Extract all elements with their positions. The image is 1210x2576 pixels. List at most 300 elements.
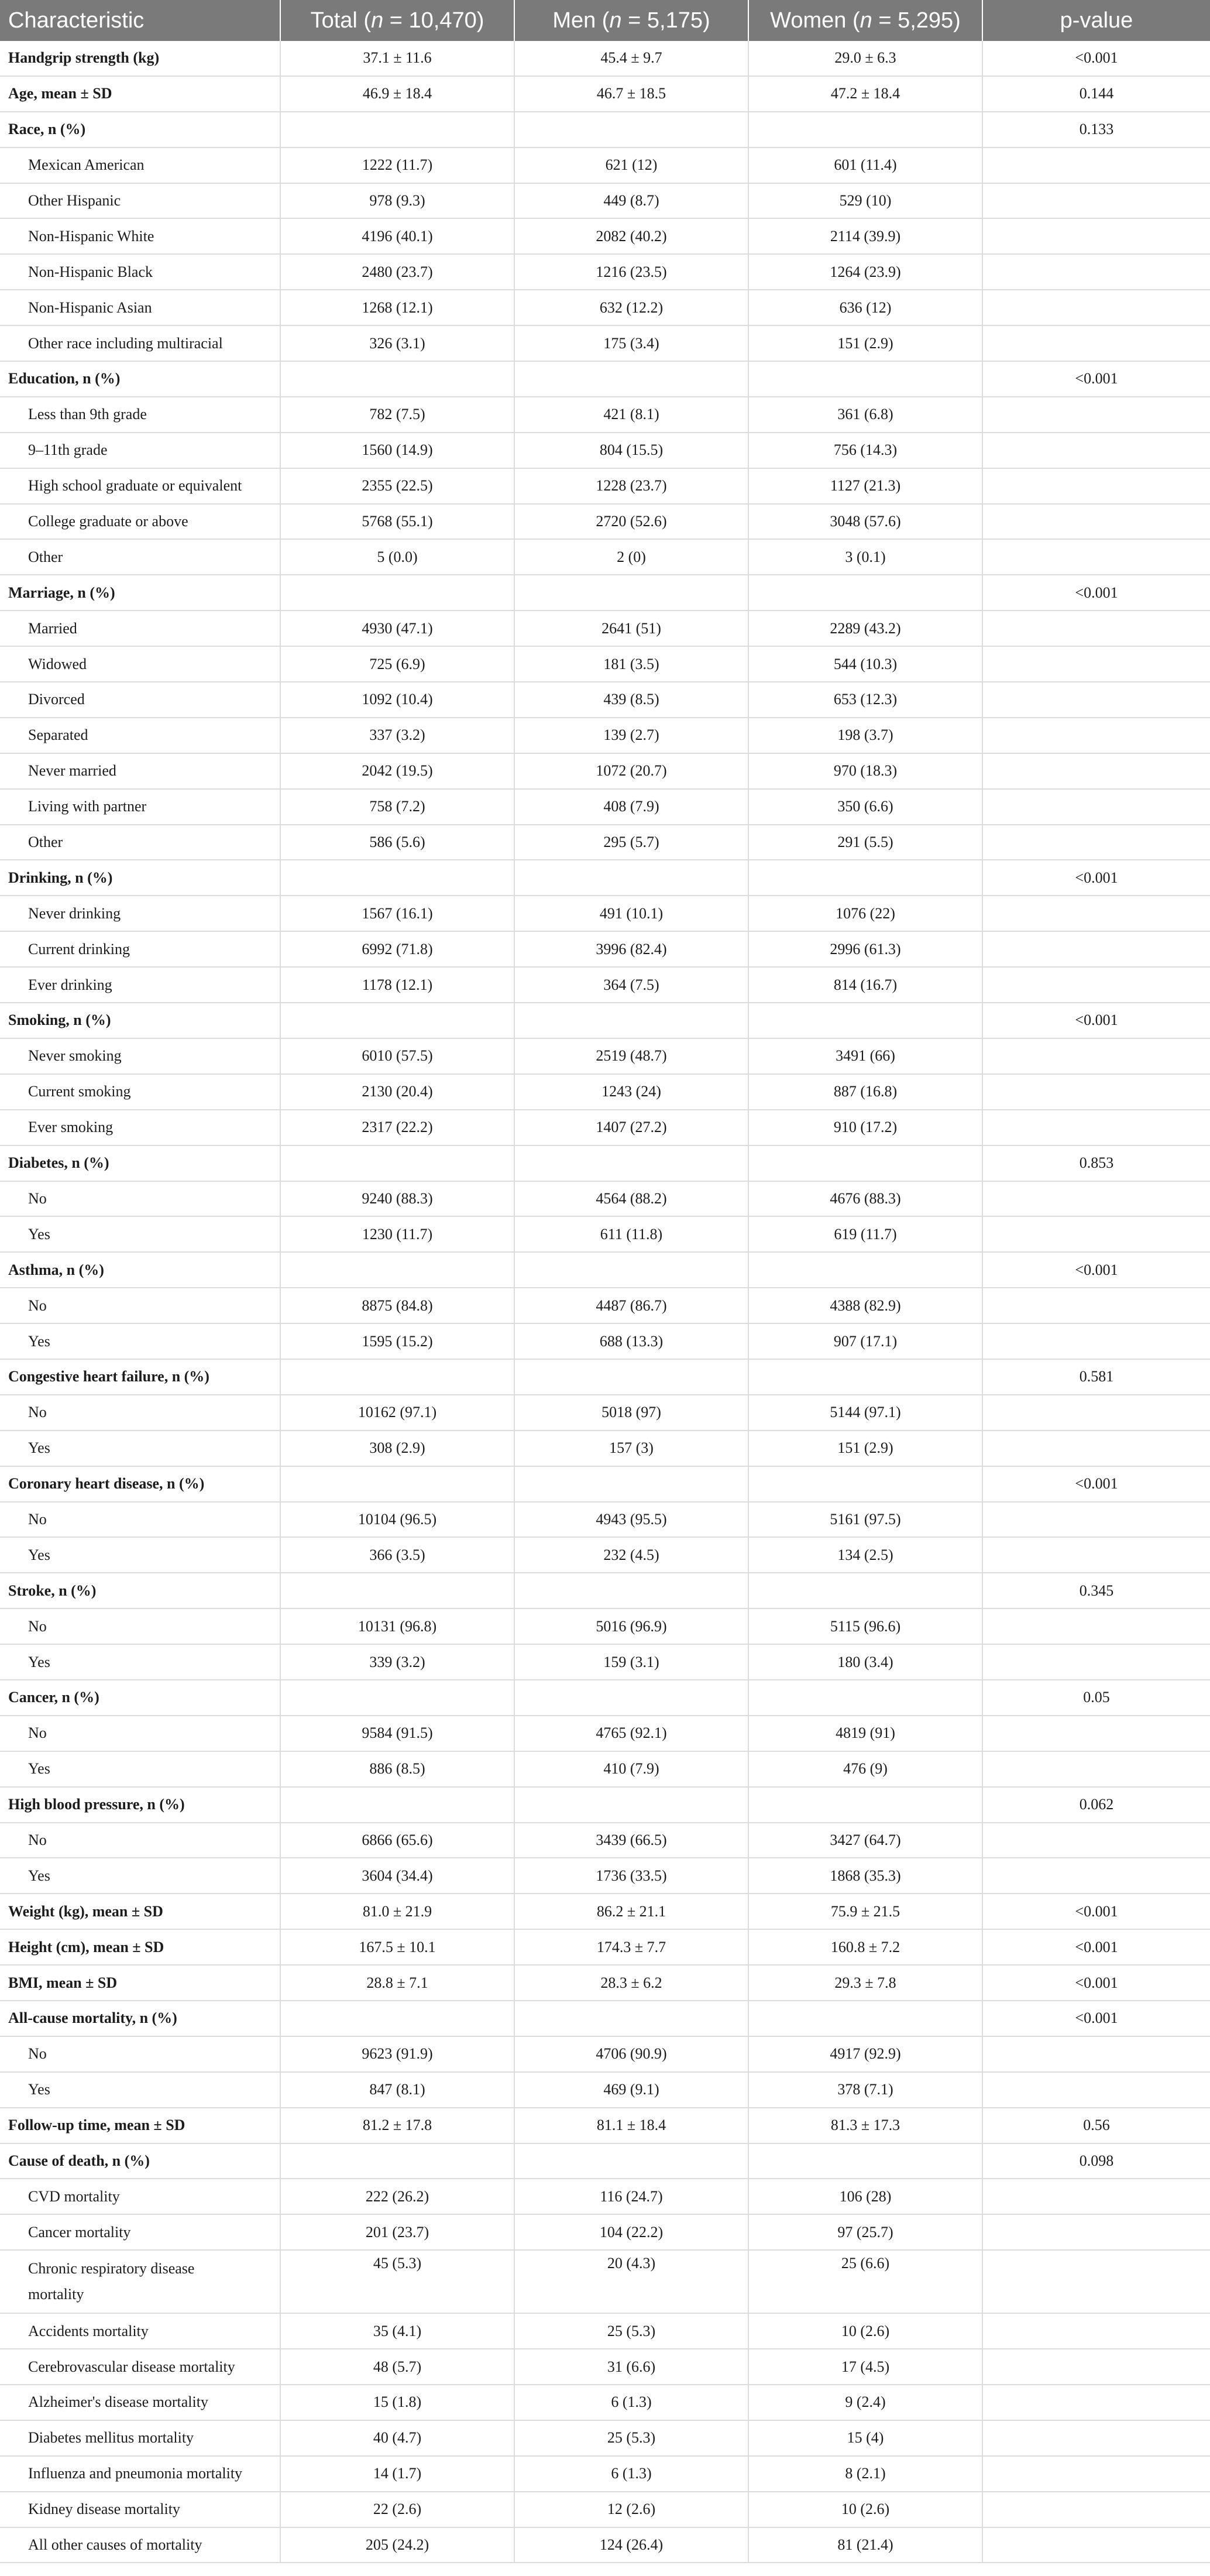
cell-characteristic: Never married	[0, 753, 280, 789]
cell-characteristic: Yes	[0, 1537, 280, 1573]
cell-women: 5161 (97.5)	[748, 1502, 982, 1538]
cell-total	[280, 361, 514, 397]
cell-characteristic: No	[0, 1288, 280, 1323]
cell-men: 31 (6.6)	[514, 2349, 748, 2385]
table-row	[0, 2420, 1210, 2456]
cell-total: 1092 (10.4)	[280, 682, 514, 718]
table-row	[0, 504, 1210, 540]
cell-total: 2042 (19.5)	[280, 753, 514, 789]
cell-women	[748, 860, 982, 896]
col-header-characteristic: Characteristic	[0, 0, 280, 41]
cell-p-value: 0.144	[982, 76, 1210, 112]
cell-p-value	[982, 468, 1210, 504]
cell-men: 157 (3)	[514, 1431, 748, 1466]
cell-women: 15 (4)	[748, 2420, 982, 2456]
cell-men: 621 (12)	[514, 148, 748, 183]
cell-total	[280, 1359, 514, 1395]
cell-p-value	[982, 2527, 1210, 2563]
cell-women: 10 (2.6)	[748, 2492, 982, 2527]
cell-characteristic: Age, mean ± SD	[0, 76, 280, 112]
cell-characteristic: Ever smoking	[0, 1110, 280, 1145]
table-row	[0, 1716, 1210, 1751]
table-row	[0, 1858, 1210, 1894]
cell-p-value	[982, 1216, 1210, 1252]
cell-p-value	[982, 610, 1210, 646]
table-row	[0, 325, 1210, 361]
cell-characteristic: No	[0, 1395, 280, 1431]
table-row	[0, 2313, 1210, 2349]
cell-p-value	[982, 2214, 1210, 2250]
cell-p-value: <0.001	[982, 1003, 1210, 1038]
cell-characteristic: Influenza and pneumonia mortality	[0, 2456, 280, 2492]
cell-characteristic: Chronic respiratory disease mortality	[0, 2250, 280, 2313]
cell-men: 421 (8.1)	[514, 397, 748, 433]
cell-women: 3048 (57.6)	[748, 504, 982, 540]
cell-men: 46.7 ± 18.5	[514, 76, 748, 112]
cell-p-value: <0.001	[982, 1466, 1210, 1502]
table-row	[0, 1074, 1210, 1110]
table-body	[0, 41, 1210, 2563]
cell-characteristic: No	[0, 1823, 280, 1858]
cell-women: 1868 (35.3)	[748, 1858, 982, 1894]
cell-characteristic: Yes	[0, 1644, 280, 1680]
cell-men: 4765 (92.1)	[514, 1716, 748, 1751]
table-row	[0, 896, 1210, 931]
cell-p-value	[982, 1110, 1210, 1145]
cell-women: 160.8 ± 7.2	[748, 1929, 982, 1965]
cell-characteristic: Widowed	[0, 646, 280, 682]
cell-men: 4564 (88.2)	[514, 1181, 748, 1217]
cell-women: 970 (18.3)	[748, 753, 982, 789]
cell-p-value	[982, 183, 1210, 219]
cell-men: 295 (5.7)	[514, 825, 748, 860]
cell-total	[280, 1466, 514, 1502]
cell-men	[514, 1573, 748, 1608]
cell-men: 12 (2.6)	[514, 2492, 748, 2527]
cell-p-value	[982, 218, 1210, 254]
cell-total: 6866 (65.6)	[280, 1823, 514, 1858]
cell-women: 97 (25.7)	[748, 2214, 982, 2250]
table-row	[0, 1573, 1210, 1608]
cell-characteristic: Non-Hispanic Black	[0, 254, 280, 290]
cell-men	[514, 2143, 748, 2179]
cell-men: 1228 (23.7)	[514, 468, 748, 504]
cell-p-value	[982, 931, 1210, 967]
cell-men: 2641 (51)	[514, 610, 748, 646]
cell-women: 4819 (91)	[748, 1716, 982, 1751]
cell-men: 181 (3.5)	[514, 646, 748, 682]
col-header-women: Women (n = 5,295)	[748, 0, 982, 41]
cell-total	[280, 1787, 514, 1823]
cell-men: 1216 (23.5)	[514, 254, 748, 290]
cell-men: 2082 (40.2)	[514, 218, 748, 254]
cell-women: 4676 (88.3)	[748, 1181, 982, 1217]
cell-p-value: <0.001	[982, 575, 1210, 610]
cell-characteristic: Cancer, n (%)	[0, 1680, 280, 1716]
cell-total	[280, 1003, 514, 1038]
cell-p-value: <0.001	[982, 2001, 1210, 2036]
cell-characteristic: Follow-up time, mean ± SD	[0, 2108, 280, 2143]
cell-total	[280, 1145, 514, 1181]
cell-men: 1243 (24)	[514, 1074, 748, 1110]
table-row	[0, 397, 1210, 433]
cell-total: 782 (7.5)	[280, 397, 514, 433]
cell-characteristic: Yes	[0, 1431, 280, 1466]
cell-characteristic: Mexican American	[0, 148, 280, 183]
cell-men: 688 (13.3)	[514, 1323, 748, 1359]
cell-total: 2355 (22.5)	[280, 468, 514, 504]
cell-p-value	[982, 2036, 1210, 2072]
table-row	[0, 254, 1210, 290]
cell-total: 1268 (12.1)	[280, 290, 514, 325]
cell-total: 1595 (15.2)	[280, 1323, 514, 1359]
cell-men: 139 (2.7)	[514, 718, 748, 753]
table-row	[0, 2108, 1210, 2143]
col-header-total: Total (n = 10,470)	[280, 0, 514, 41]
table-row	[0, 575, 1210, 610]
cell-characteristic: CVD mortality	[0, 2179, 280, 2214]
cell-men	[514, 1359, 748, 1395]
table-row	[0, 1288, 1210, 1323]
cell-p-value	[982, 2385, 1210, 2420]
cell-total: 978 (9.3)	[280, 183, 514, 219]
cell-men: 469 (9.1)	[514, 2072, 748, 2108]
cell-total: 15 (1.8)	[280, 2385, 514, 2420]
cell-p-value	[982, 1323, 1210, 1359]
cell-men: 86.2 ± 21.1	[514, 1894, 748, 1929]
cell-p-value	[982, 1288, 1210, 1323]
cell-characteristic: Marriage, n (%)	[0, 575, 280, 610]
table-row	[0, 183, 1210, 219]
table-row	[0, 753, 1210, 789]
table-row	[0, 1038, 1210, 1074]
cell-characteristic: Weight (kg), mean ± SD	[0, 1894, 280, 1929]
cell-total: 167.5 ± 10.1	[280, 1929, 514, 1965]
cell-women: 180 (3.4)	[748, 1644, 982, 1680]
cell-men: 28.3 ± 6.2	[514, 1965, 748, 2001]
cell-total	[280, 2143, 514, 2179]
cell-p-value: 0.062	[982, 1787, 1210, 1823]
cell-women: 3427 (64.7)	[748, 1823, 982, 1858]
cell-women	[748, 1359, 982, 1395]
cell-men: 104 (22.2)	[514, 2214, 748, 2250]
cell-total: 10162 (97.1)	[280, 1395, 514, 1431]
cell-characteristic: Other	[0, 539, 280, 575]
table-row	[0, 2385, 1210, 2420]
cell-women: 29.0 ± 6.3	[748, 41, 982, 76]
cell-total: 5 (0.0)	[280, 539, 514, 575]
cell-characteristic: Kidney disease mortality	[0, 2492, 280, 2527]
cell-women: 151 (2.9)	[748, 1431, 982, 1466]
cell-total: 9584 (91.5)	[280, 1716, 514, 1751]
cell-characteristic: Current drinking	[0, 931, 280, 967]
cell-p-value: 0.56	[982, 2108, 1210, 2143]
cell-p-value: <0.001	[982, 860, 1210, 896]
table-row	[0, 718, 1210, 753]
cell-characteristic: Congestive heart failure, n (%)	[0, 1359, 280, 1395]
cell-men: 124 (26.4)	[514, 2527, 748, 2563]
cell-women: 10 (2.6)	[748, 2313, 982, 2349]
cell-characteristic: High school graduate or equivalent	[0, 468, 280, 504]
cell-women: 8 (2.1)	[748, 2456, 982, 2492]
cell-men: 632 (12.2)	[514, 290, 748, 325]
cell-total: 308 (2.9)	[280, 1431, 514, 1466]
cell-p-value: 0.098	[982, 2143, 1210, 2179]
cell-p-value	[982, 2349, 1210, 2385]
cell-total: 9240 (88.3)	[280, 1181, 514, 1217]
cell-characteristic: Smoking, n (%)	[0, 1003, 280, 1038]
table-row	[0, 1644, 1210, 1680]
cell-characteristic: College graduate or above	[0, 504, 280, 540]
cell-total: 14 (1.7)	[280, 2456, 514, 2492]
cell-p-value	[982, 1074, 1210, 1110]
cell-women: 636 (12)	[748, 290, 982, 325]
cell-p-value	[982, 718, 1210, 753]
cell-characteristic: Asthma, n (%)	[0, 1252, 280, 1288]
cell-characteristic: Other race including multiracial	[0, 325, 280, 361]
cell-p-value	[982, 2456, 1210, 2492]
table-row	[0, 148, 1210, 183]
cell-p-value: <0.001	[982, 1894, 1210, 1929]
cell-characteristic: Yes	[0, 1216, 280, 1252]
table-row	[0, 1110, 1210, 1145]
cell-women: 2996 (61.3)	[748, 931, 982, 967]
cell-men	[514, 1466, 748, 1502]
cell-men: 439 (8.5)	[514, 682, 748, 718]
cell-p-value: <0.001	[982, 1252, 1210, 1288]
table-row	[0, 2456, 1210, 2492]
cell-total	[280, 575, 514, 610]
cell-men: 408 (7.9)	[514, 789, 748, 825]
cell-p-value	[982, 1716, 1210, 1751]
cell-men: 804 (15.5)	[514, 433, 748, 468]
table-row	[0, 1787, 1210, 1823]
cell-women: 198 (3.7)	[748, 718, 982, 753]
table-row	[0, 2492, 1210, 2527]
cell-women	[748, 1466, 982, 1502]
cell-p-value: <0.001	[982, 361, 1210, 397]
cell-men: 611 (11.8)	[514, 1216, 748, 1252]
cell-p-value	[982, 1431, 1210, 1466]
table-row	[0, 682, 1210, 718]
cell-characteristic: Other	[0, 825, 280, 860]
table-row	[0, 610, 1210, 646]
cell-women: 1076 (22)	[748, 896, 982, 931]
cell-p-value: 0.05	[982, 1680, 1210, 1716]
cell-characteristic: Drinking, n (%)	[0, 860, 280, 896]
cell-p-value: 0.345	[982, 1573, 1210, 1608]
cell-characteristic: Stroke, n (%)	[0, 1573, 280, 1608]
table-row	[0, 468, 1210, 504]
cell-p-value	[982, 967, 1210, 1003]
table-row	[0, 1395, 1210, 1431]
cell-men: 1407 (27.2)	[514, 1110, 748, 1145]
table-row	[0, 1252, 1210, 1288]
cell-characteristic: Cancer mortality	[0, 2214, 280, 2250]
cell-p-value	[982, 1181, 1210, 1217]
cell-women: 544 (10.3)	[748, 646, 982, 682]
cell-characteristic: No	[0, 1502, 280, 1538]
table-row	[0, 1680, 1210, 1716]
cell-women: 887 (16.8)	[748, 1074, 982, 1110]
cell-men: 410 (7.9)	[514, 1751, 748, 1787]
cell-total: 9623 (91.9)	[280, 2036, 514, 2072]
cell-men: 2519 (48.7)	[514, 1038, 748, 1074]
cell-p-value	[982, 1751, 1210, 1787]
cell-men	[514, 1145, 748, 1181]
cell-characteristic: Yes	[0, 1751, 280, 1787]
cell-women: 529 (10)	[748, 183, 982, 219]
cell-women: 25 (6.6)	[748, 2250, 982, 2313]
cell-men: 3439 (66.5)	[514, 1823, 748, 1858]
table-row	[0, 931, 1210, 967]
cell-women: 1264 (23.9)	[748, 254, 982, 290]
cell-p-value: 0.853	[982, 1145, 1210, 1181]
cell-women: 361 (6.8)	[748, 397, 982, 433]
cell-characteristic: BMI, mean ± SD	[0, 1965, 280, 2001]
cell-characteristic: High blood pressure, n (%)	[0, 1787, 280, 1823]
cell-total: 10131 (96.8)	[280, 1608, 514, 1644]
cell-men: 25 (5.3)	[514, 2313, 748, 2349]
cell-p-value	[982, 325, 1210, 361]
table-row	[0, 1823, 1210, 1858]
cell-p-value	[982, 2072, 1210, 2108]
cell-women: 29.3 ± 7.8	[748, 1965, 982, 2001]
cell-total: 2480 (23.7)	[280, 254, 514, 290]
cell-characteristic: No	[0, 1608, 280, 1644]
cell-characteristic: Non-Hispanic Asian	[0, 290, 280, 325]
cell-men: 4943 (95.5)	[514, 1502, 748, 1538]
cell-characteristic: Less than 9th grade	[0, 397, 280, 433]
table-row	[0, 1359, 1210, 1395]
cell-men	[514, 1680, 748, 1716]
cell-p-value	[982, 539, 1210, 575]
col-header-men: Men (n = 5,175)	[514, 0, 748, 41]
cell-men: 25 (5.3)	[514, 2420, 748, 2456]
cell-men: 81.1 ± 18.4	[514, 2108, 748, 2143]
cell-characteristic: Married	[0, 610, 280, 646]
table-row	[0, 1431, 1210, 1466]
cell-total: 5768 (55.1)	[280, 504, 514, 540]
cell-women: 5144 (97.1)	[748, 1395, 982, 1431]
table-row	[0, 1145, 1210, 1181]
cell-men	[514, 575, 748, 610]
cell-p-value	[982, 148, 1210, 183]
cell-women	[748, 361, 982, 397]
cell-men	[514, 112, 748, 148]
cell-p-value: <0.001	[982, 41, 1210, 76]
cell-total: 40 (4.7)	[280, 2420, 514, 2456]
table-row	[0, 1181, 1210, 1217]
cell-characteristic: Other Hispanic	[0, 183, 280, 219]
table-row	[0, 825, 1210, 860]
table-row	[0, 1894, 1210, 1929]
cell-characteristic: Diabetes, n (%)	[0, 1145, 280, 1181]
cell-total: 1178 (12.1)	[280, 967, 514, 1003]
cell-total: 48 (5.7)	[280, 2349, 514, 2385]
cell-characteristic: Living with partner	[0, 789, 280, 825]
cell-p-value	[982, 1858, 1210, 1894]
cell-men: 5016 (96.9)	[514, 1608, 748, 1644]
cell-p-value	[982, 254, 1210, 290]
cell-total: 35 (4.1)	[280, 2313, 514, 2349]
cell-total	[280, 1680, 514, 1716]
cell-characteristic: No	[0, 2036, 280, 2072]
cell-total: 28.8 ± 7.1	[280, 1965, 514, 2001]
table-row	[0, 860, 1210, 896]
cell-total: 3604 (34.4)	[280, 1858, 514, 1894]
cell-total: 4196 (40.1)	[280, 218, 514, 254]
cell-p-value: 0.133	[982, 112, 1210, 148]
cell-total: 46.9 ± 18.4	[280, 76, 514, 112]
cell-p-value	[982, 504, 1210, 540]
cell-total	[280, 112, 514, 148]
cell-women: 814 (16.7)	[748, 967, 982, 1003]
cell-p-value	[982, 1038, 1210, 1074]
cell-total: 45 (5.3)	[280, 2250, 514, 2313]
cell-characteristic: Height (cm), mean ± SD	[0, 1929, 280, 1965]
cell-men: 364 (7.5)	[514, 967, 748, 1003]
cell-women	[748, 2001, 982, 2036]
table-row	[0, 646, 1210, 682]
cell-men	[514, 1252, 748, 1288]
cell-characteristic: Cause of death, n (%)	[0, 2143, 280, 2179]
cell-total: 339 (3.2)	[280, 1644, 514, 1680]
cell-women: 601 (11.4)	[748, 148, 982, 183]
table-row	[0, 789, 1210, 825]
cell-p-value	[982, 753, 1210, 789]
cell-total: 37.1 ± 11.6	[280, 41, 514, 76]
cell-total: 2317 (22.2)	[280, 1110, 514, 1145]
table-row	[0, 1502, 1210, 1538]
cell-women: 1127 (21.3)	[748, 468, 982, 504]
cell-total: 81.2 ± 17.8	[280, 2108, 514, 2143]
cell-women	[748, 1145, 982, 1181]
cell-men: 116 (24.7)	[514, 2179, 748, 2214]
cell-p-value	[982, 1823, 1210, 1858]
cell-p-value	[982, 2179, 1210, 2214]
cell-p-value	[982, 290, 1210, 325]
cell-men: 174.3 ± 7.7	[514, 1929, 748, 1965]
table-row	[0, 76, 1210, 112]
cell-total	[280, 2001, 514, 2036]
cell-women: 3 (0.1)	[748, 539, 982, 575]
col-header-p-value: p-value	[982, 0, 1210, 41]
cell-characteristic: Ever drinking	[0, 967, 280, 1003]
cell-women: 151 (2.9)	[748, 325, 982, 361]
cell-characteristic: Yes	[0, 1858, 280, 1894]
table-row	[0, 112, 1210, 148]
cell-p-value	[982, 1608, 1210, 1644]
cell-characteristic: Current smoking	[0, 1074, 280, 1110]
cell-total: 201 (23.7)	[280, 2214, 514, 2250]
cell-men: 232 (4.5)	[514, 1537, 748, 1573]
cell-women: 3491 (66)	[748, 1038, 982, 1074]
cell-p-value	[982, 1644, 1210, 1680]
cell-characteristic: Yes	[0, 2072, 280, 2108]
cell-men	[514, 2001, 748, 2036]
cell-women	[748, 1680, 982, 1716]
table-row	[0, 218, 1210, 254]
cell-women: 378 (7.1)	[748, 2072, 982, 2108]
cell-total: 4930 (47.1)	[280, 610, 514, 646]
table-row	[0, 1965, 1210, 2001]
cell-total	[280, 1573, 514, 1608]
cell-total: 326 (3.1)	[280, 325, 514, 361]
table-row	[0, 2179, 1210, 2214]
cell-men: 6 (1.3)	[514, 2456, 748, 2492]
cell-p-value	[982, 1395, 1210, 1431]
